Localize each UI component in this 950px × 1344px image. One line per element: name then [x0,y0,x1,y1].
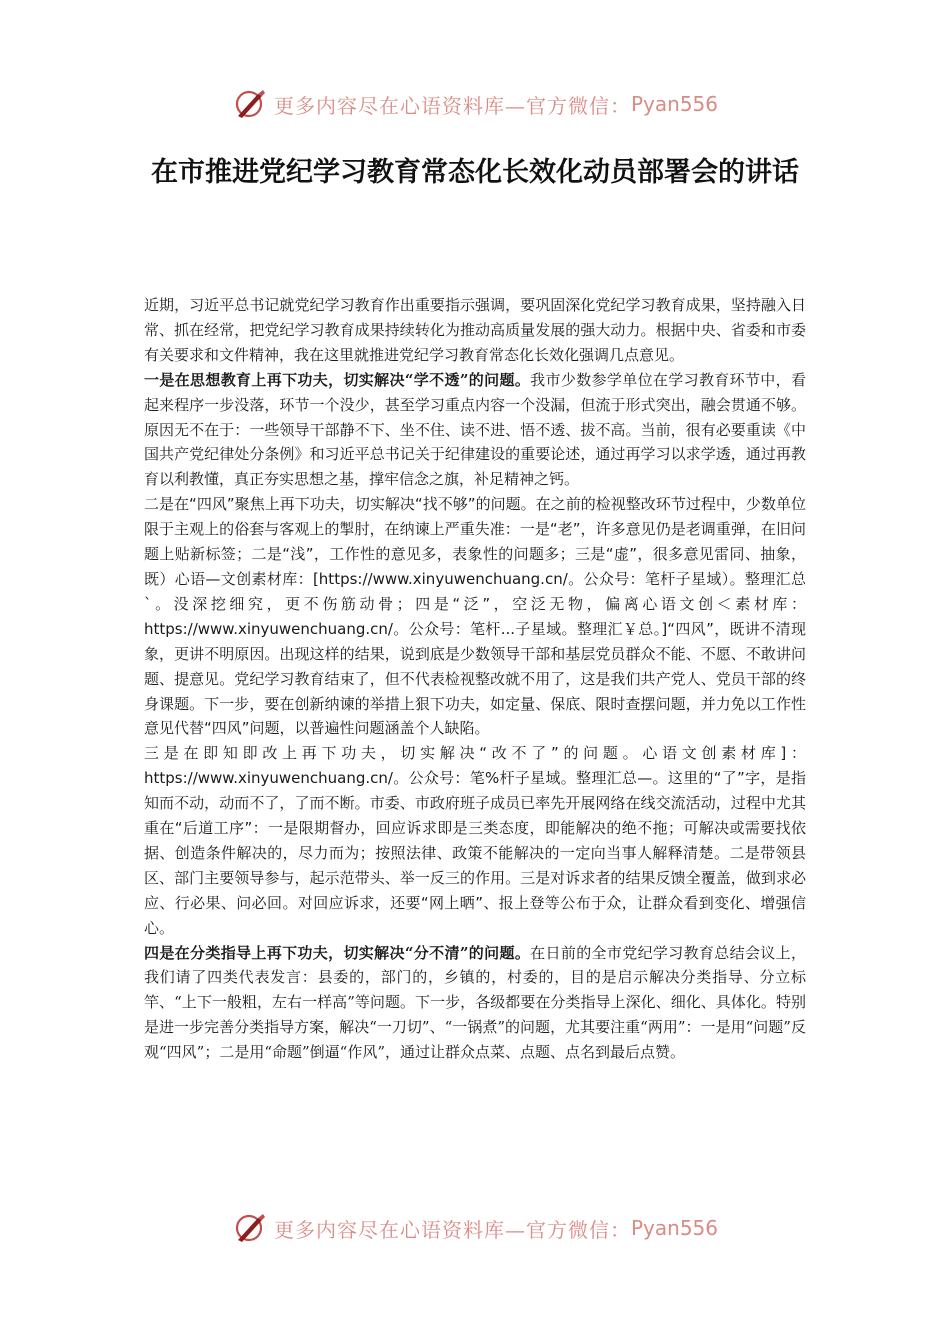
pen-logo-icon [232,1210,268,1246]
document-title: 在市推进党纪学习教育常态化长效化动员部署会的讲话 [151,157,799,188]
paragraph-1 [144,368,806,493]
wechat-id: Pyan556 [630,92,718,116]
paragraph-2: 二是在“四风”聚焦上再下功夫，切实解决“找不够”的问题。在之前的检视整改环节过程中，少数单位限于主观上的俗套与客观上的掣肘，在纳谏上严重失准：一是“老”，许多意见仍是老调重弹，在旧问题上贴新标签；二是“浅”，工作性的意见多，表象性的问题多；三是“虚”，很多意见雷同、抽象，既）心语—文创素材库：[https://www.xinyuwenchuang.cn/。公众号：笔杆子星域）。整理汇总`。没深挖细究，更不伤筋动骨；四是“泛”，空泛无物，偏离心语文创＜素材库：https://www.xinyuwenchuang.cn/。公众号：笔杆...子星域。整理汇￥总。]“四风”，既讲不清现象，更讲不明原因。出现这样的结果，说到底是少数领导干部和基层党员群众不能、不愿、不敢讲问题、提意见。党纪学习教育结束了，但不代表检视整改就不用了，这是我们共产党人、党员干部的终身课题。下一步，要在创新纳谏的举措上狠下功夫，如定量、保底、限时查摆问题，并力免以工作性意见代替“四风”问题，以普遍性问题涵盖个人缺陷。 [144,495,806,738]
banner-text: 更多内容尽在心语资料库—官方微信： [273,1217,631,1242]
wechat-id: Pyan556 [630,1216,718,1240]
paragraph-1-lead: 一是在思想教育上再下功夫，切实解决“学不透”的问题。 [144,370,531,389]
paragraph-1-body: 我市少数参学单位在学习教育环节中，看起来程序一步没落，环节一个没少，甚至学习重点内容一个没漏，但流于形式突出，融会贯通不够。原因无不在于：一些领导干部静不下、坐不住、读不进、悟不透、拔不高。当前，很有必要重读《中国共产党纪律处分条例》和习近平总书记关于纪律建设的重要论述，通过再学习以求学透，通过再教育以利教懂，真正夯实思想之基，撑牢信念之旗，补足精神之钙。 [144,370,806,489]
paragraph-4-lead: 四是在分类指导上再下功夫，切实解决“分不清”的问题。 [144,943,531,962]
header-banner [0,84,950,124]
paragraph-4 [144,941,806,1066]
paragraph-4-body: 在日前的全市党纪学习教育总结会议上，我们请了四类代表发言：县委的，部门的，乡镇的，村委的，目的是启示解决分类指导、分立标竿、“上下一般粗，左右一样高”等问题。下一步，各级都要在分类指导上深化、细化、具体化。特别是进一步完善分类指导方案，解决“一刀切”、“一锅煮”的问题，尤其要注重“两用”：一是用“问题”反观“四风”；二是用“命题”倒逼“作风”，通过让群众点菜、点题、点名到最后点赞。 [144,943,806,1062]
paragraph-3: 三是在即知即改上再下功夫，切实解决“改不了”的问题。心语文创素材库]：https://www.xinyuwenchuang.cn/。公众号：笔%杆子星域。整理汇总—。这里的“了”字，是指知而不动，动而不了，了而不断。市委、市政府班子成员已率先开展网络在线交流活动，过程中尤其重在“后道工序”：一是限期督办，回应诉求即是三类态度，即能解决的绝不拖；可解决或需要找依据、创造条件解决的，尽力而为；按照法律、政策不能解决的一定向当事人解释清楚。二是带领县区、部门主要领导参与，起示范带头、举一反三的作用。三是对诉求者的结果反馈全覆盖，做到求必应、行必果、问必回。对回应诉求，还要“网上晒”、报上登等公布于众，让群众看到变化、增强信心。 [144,744,806,937]
banner-text: 更多内容尽在心语资料库—官方微信： [273,93,631,118]
document-body [144,293,806,1065]
pen-logo-icon [232,86,268,122]
paragraph-intro: 近期，习近平总书记就党纪学习教育作出重要指示强调，要巩固深化党纪学习教育成果，坚持融入日常、抓在经常，把党纪学习教育成果持续转化为推动高质量发展的强大动力。根据中央、省委和市委有关要求和文件精神，我在这里就推进党纪学习教育常态化长效化强调几点意见。 [144,296,806,364]
footer-banner [0,1208,950,1248]
